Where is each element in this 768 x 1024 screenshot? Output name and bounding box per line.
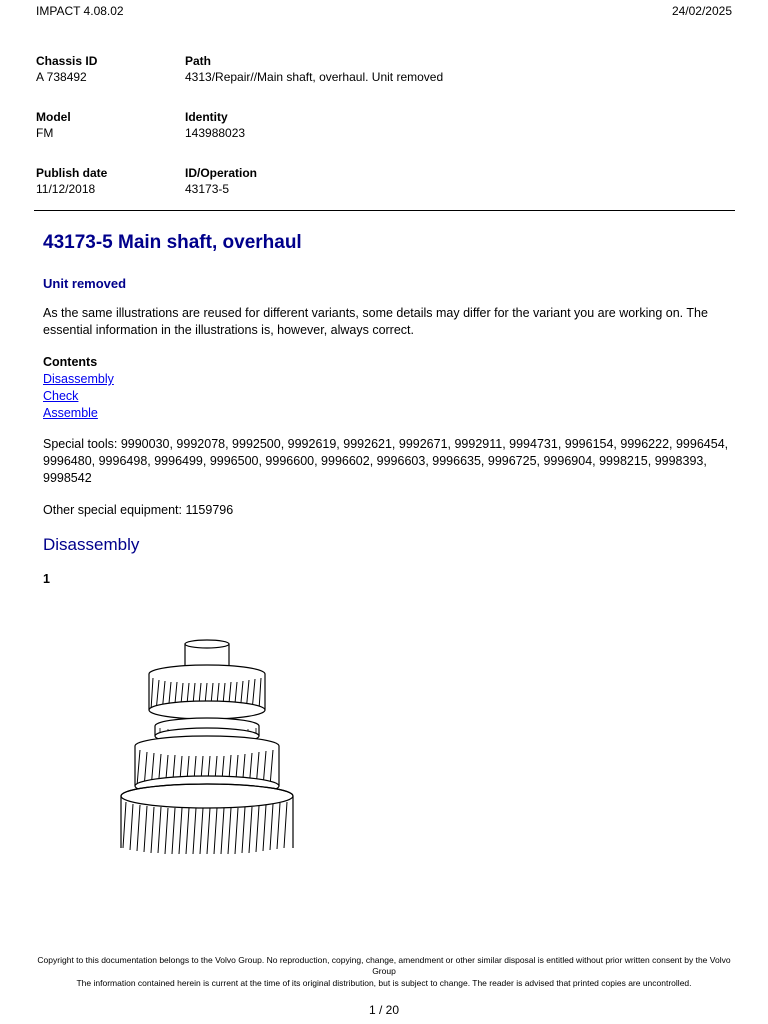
meta-label: Chassis ID <box>36 54 98 68</box>
meta-label: Path <box>185 54 212 68</box>
footer-notice: The information contained herein is current at the time of its original distribution, but is subject to change. The reader is advised that printed copies are uncontrolled. <box>76 978 692 988</box>
contents-heading: Contents <box>43 355 98 369</box>
meta-identity <box>185 109 245 141</box>
main-shaft-illustration <box>118 636 298 854</box>
meta-value: 143988023 <box>185 126 246 140</box>
page-subtitle: Unit removed <box>43 276 127 291</box>
meta-path <box>185 53 443 85</box>
meta-value: A 738492 <box>36 70 87 84</box>
meta-label: Publish date <box>36 166 108 180</box>
meta-value: FM <box>36 126 54 140</box>
link-check[interactable]: Check <box>43 389 79 403</box>
meta-id-operation <box>185 165 257 197</box>
other-equipment-text: Other special equipment: 1159796 <box>43 503 234 517</box>
meta-label: ID/Operation <box>185 166 258 180</box>
intro-text: As the same illustrations are reused for different variants, some details may differ for the variant you are working on. The essential information in the illustrations is, however, always correct. <box>43 306 708 337</box>
link-assemble[interactable]: Assemble <box>43 406 98 420</box>
meta-label: Model <box>36 110 71 124</box>
link-disassembly[interactable]: Disassembly <box>43 372 114 386</box>
section-heading-disassembly: Disassembly <box>43 535 140 554</box>
meta-chassis-id <box>36 53 97 85</box>
footer-copyright: Copyright to this documentation belongs to the Volvo Group. No reproduction, copying, change, amendment or other similar disposal is entitled without prior written consent by the Volvo Group <box>37 955 731 976</box>
page-number: 1 / 20 <box>368 1003 400 1017</box>
special-tools-text: Special tools: 9990030, 9992078, 9992500, 9992619, 9992621, 9992671, 9992911, 9994731, 9996154, 9996222, 9996454, 9996480, 9996498, 9996499, 9996500, 9996600, 9996602, 9996603, 9996635, 9996725, 9996904, 9998215, 9998393, 9998542 <box>43 437 729 485</box>
meta-value: 43173-5 <box>185 182 230 196</box>
meta-value: 11/12/2018 <box>36 182 96 196</box>
page-title: 43173-5 Main shaft, overhaul <box>43 232 302 253</box>
app-version: IMPACT 4.08.02 <box>36 4 124 18</box>
meta-value: 4313/Repair//Main shaft, overhaul. Unit removed <box>185 70 444 84</box>
header-divider <box>34 210 735 211</box>
print-date: 24/02/2025 <box>671 4 732 18</box>
meta-model <box>36 109 71 141</box>
step-number: 1 <box>43 572 50 586</box>
meta-publish-date <box>36 165 107 197</box>
meta-label: Identity <box>185 110 228 124</box>
